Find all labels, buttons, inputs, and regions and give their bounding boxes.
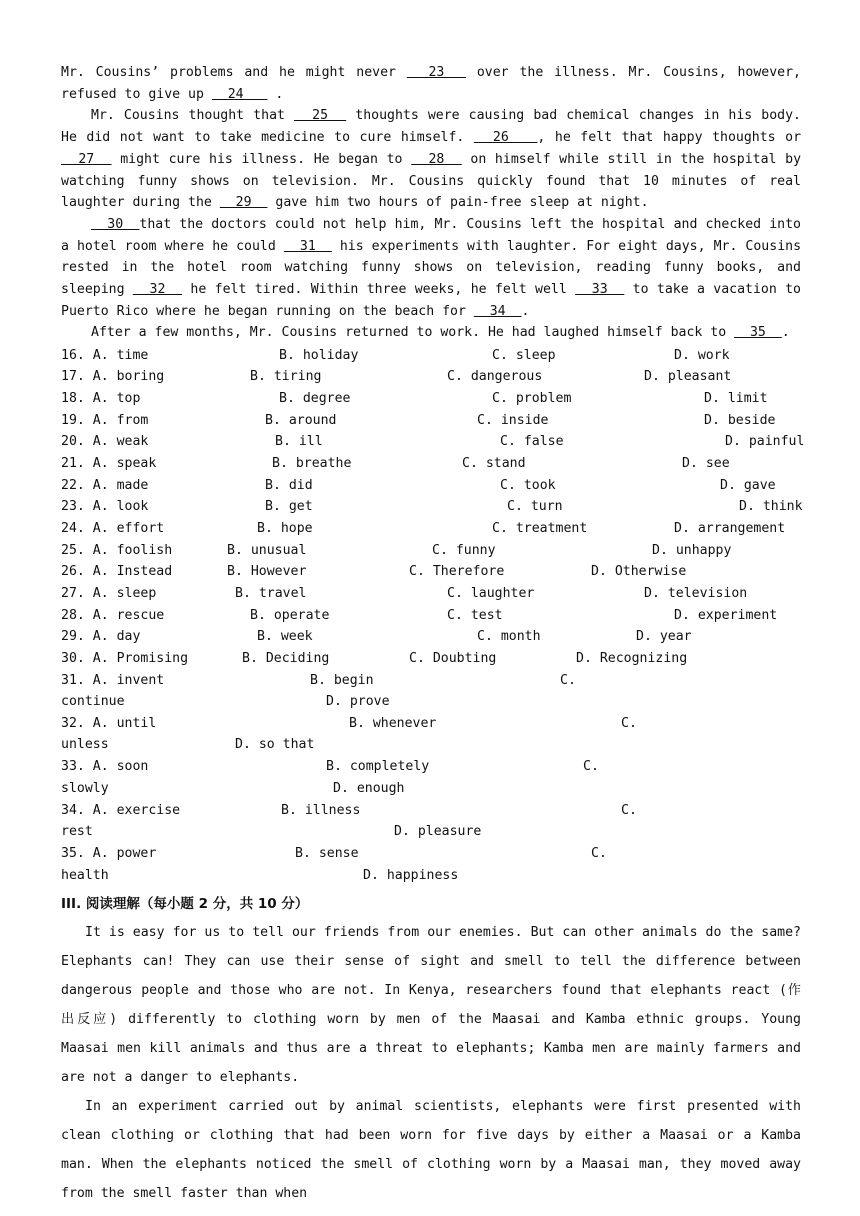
blank-25: 25 (294, 108, 347, 124)
blank-28: 28 (411, 151, 462, 167)
blank-29: 29 (219, 195, 268, 211)
blank-27: 27 (61, 151, 112, 167)
passage-paragraph-1: Mr. Cousins’ problems and he might never 23 over the illness. Mr. Cousins, however, refused to give up 24 . (61, 65, 801, 102)
blank-35: 35 (734, 325, 782, 341)
reading-passage (61, 918, 801, 1208)
blank-23: 23 (406, 65, 467, 80)
passage-paragraph-3: 30 that the doctors could not help him, Mr. Cousins left the hospital and checked into a hotel room where he could 31 his experiments with laughter. For eight days, Mr. Cousins rested in the hotel room watching funny shows on television, reading funny books, and sleeping 32 he felt tired. Within three weeks, he felt well 33 to take a vacation to Puerto Rico where he began running on the beach for 34 . (61, 216, 802, 319)
cloze-passage (61, 62, 801, 344)
blank-32: 32 (132, 282, 183, 298)
section-heading: III. 阅读理解（每小题 2 分，共 10 分） (61, 896, 309, 912)
reading-paragraph-1: It is easy for us to tell our friends from our enemies. But can other animals do the same? Elephants can! They can use their sense of sight and smell to tell the difference between dangerous people and those who are not. In Kenya, researchers found that elephants react (作出反应) differently to clothing worn by men of the Maasai and Kamba ethnic groups. Young Maasai men kill animals and thus are a threat to elephants; Kamba men are mainly farmers and are not a danger to elephants. (61, 925, 801, 1085)
blank-24: 24 (211, 86, 268, 102)
blank-31: 31 (283, 238, 332, 254)
document-page: Mr. Cousins’ problems and he might never 23 over the illness. Mr. Cousins, however, refused to give up 24 . Mr. Cousins thought that 25 thoughts were causing bad chemical changes in his body. He did not want to take medicine to cure himself. 26 , he felt that happy thoughts or 27 might cure his illness. He began to 28 on himself while still in the hospital by watching funny shows on television. Mr. Cousins quickly found that 10 minutes of real laughter during the 29 gave him two hours of pain-free sleep at night. 30 that the doctors could not help him, Mr. Cousins left the hospital and checked into a hotel room where he could 31 his experiments with laughter. For eight days, Mr. Cousins rested in the hotel room watching funny shows on television, reading funny books, and sleeping 32 he felt tired. Within three weeks, he felt well 33 to take a vacation to Puerto Rico where he began running on the beach for 34 . After a few months, Mr. Cousins returned to work. He had laughed himself back to 35 . 16. A. time B. holiday C. sleep D. work 17. A. boring B. tiring C. dangerous D. pleasant 18. A. top B. degree C. problem D. limit 19. A. from B. around C. inside D. beside 20. A. weak B. ill C. false D. painful 21. A. speak B. breathe C. stand D. see 22. A. made B. did C. took D. gave 23. A. look B. get C. turn D. think 24. A. effort B. hope C. treatment D. arrangement 25. A. foolish B. unusual C. funny D. unhappy 26. A. Instead B. However C. Therefore D. Otherwise 27. A. sleep B. travel C. laughter D. television 28. A. rescue B. operate C. test D. experiment 29. A. day B. week C. month D. year 30. A. Promising B. Deciding C. Doubting D. Recognizing 31. A. invent B. begin C. continue D. prove 32. A. until B. whenever C. unless D. so that 33. A. soon B. completely C. slowly D. enough 34. A. exercise B. illness C. rest D. pleasure 35. A. power B. sense C. health D. happiness III. 阅读理解（每小题 2 分，共 10 分） It is easy for us to tell our friends from our enemies. But can other animals do the same? Elephants can! They can use their sense of sight and smell to tell the difference between dangerous people and those who are not. In Kenya, researchers found that elephants react (作出反应) differently to clothing worn by men of the Maasai and Kamba ethnic groups. Young Maasai men kill animals and thus are a threat to elephants; Kamba men are mainly farmers and are not a danger to elephants. In an experiment carried out by animal scientists, elephants were first presented with clean clothing or clothing that had been worn for five days by either a Maasai or a Kamba man. When the elephants noticed the smell of clothing worn by a Maasai man, they moved away from the smell faster than when (0, 0, 860, 1216)
blank-26: 26 (473, 130, 538, 146)
passage-paragraph-4: After a few months, Mr. Cousins returned to work. He had laughed himself back to 35 . (91, 325, 790, 341)
blank-33: 33 (575, 282, 625, 298)
blank-34: 34 (473, 303, 522, 319)
blank-30: 30 (91, 216, 140, 232)
passage-paragraph-2: Mr. Cousins thought that 25 thoughts were causing bad chemical changes in his body. He did not want to take medicine to cure himself. 26 , he felt that happy thoughts or 27 might cure his illness. He began to 28 on himself while still in the hospital by watching funny shows on television. Mr. Cousins quickly found that 10 minutes of real laughter during the 29 gave him two hours of pain-free sleep at night. (61, 108, 802, 211)
reading-paragraph-2: In an experiment carried out by animal scientists, elephants were first presented with clean clothing or clothing that had been worn for five days by either a Maasai or a Kamba man. When the elephants noticed the smell of clothing worn by a Maasai man, they moved away from the smell faster than when (61, 1099, 801, 1201)
